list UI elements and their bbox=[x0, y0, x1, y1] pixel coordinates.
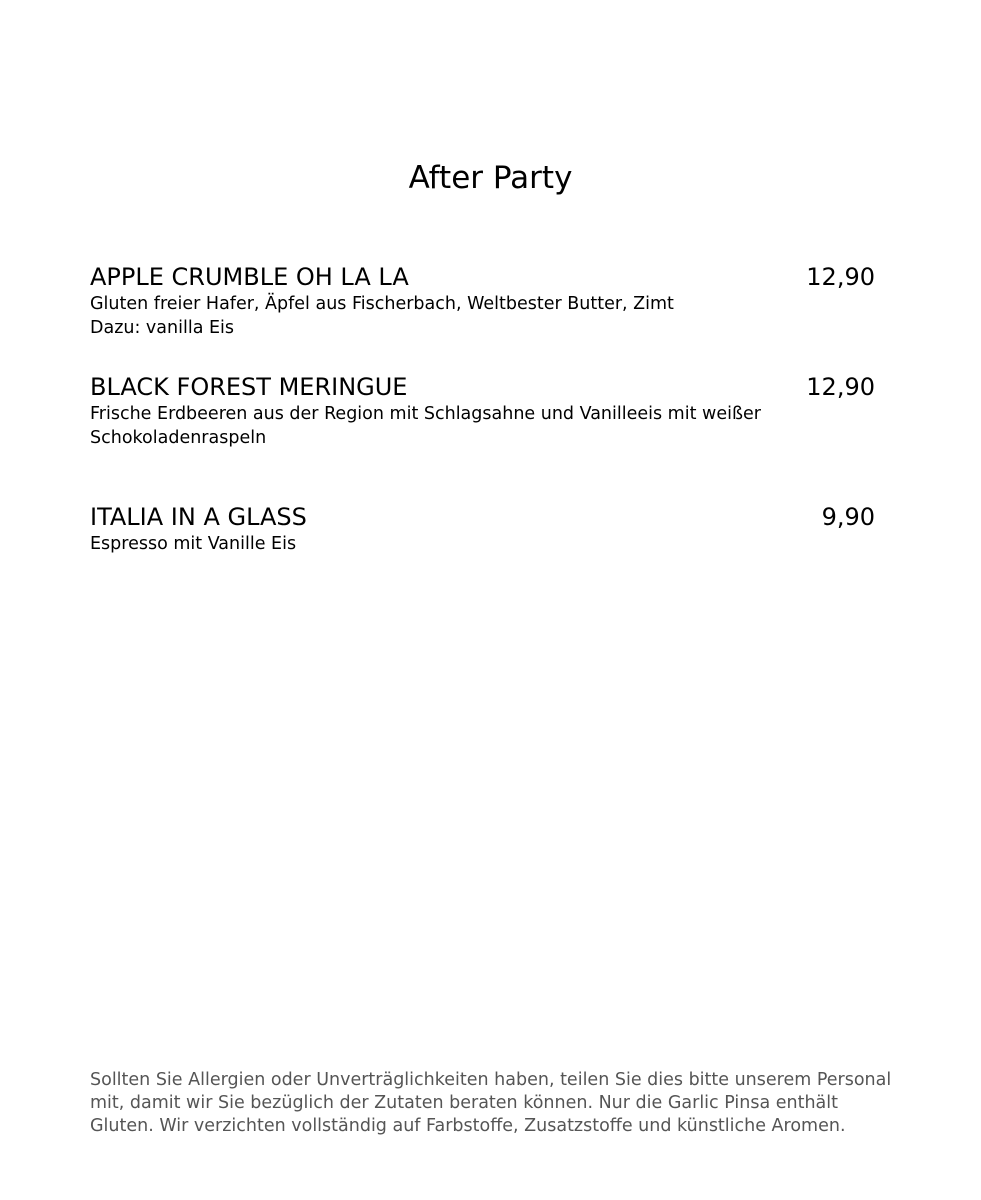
menu-item-description bbox=[90, 402, 790, 450]
allergy-notice-line: Gluten. Wir verzichten vollständig auf Farbstoffe, Zusatzstoffe und künstliche Aromen. bbox=[90, 1116, 846, 1136]
description-line: Dazu: vanilla Eis bbox=[90, 318, 235, 338]
page-title: After Party bbox=[408, 160, 573, 196]
description-line: Schokoladenraspeln bbox=[90, 428, 267, 448]
menu-item-price: 12,90 bbox=[806, 263, 875, 291]
menu-item-header bbox=[90, 262, 875, 292]
menu-item-header bbox=[90, 372, 875, 402]
description-line: Frische Erdbeeren aus der Region mit Schlagsahne und Vanilleeis mit weißer bbox=[90, 404, 761, 424]
menu-item-italia-in-a-glass bbox=[90, 502, 875, 556]
allergy-notice-line: mit, damit wir Sie bezüglich der Zutaten beraten können. Nur die Garlic Pinsa enthält bbox=[90, 1093, 839, 1113]
menu-item-description bbox=[90, 532, 790, 556]
description-line: Gluten freier Hafer, Äpfel aus Fischerbach, Weltbester Butter, Zimt bbox=[90, 294, 674, 314]
allergy-notice-line: Sollten Sie Allergien oder Unverträglichkeiten haben, teilen Sie dies bitte unserem Personal bbox=[90, 1070, 892, 1090]
menu-item-name: ITALIA IN A GLASS bbox=[90, 503, 307, 531]
menu-item-header bbox=[90, 502, 875, 532]
menu-item-description bbox=[90, 292, 790, 340]
menu-item-apple-crumble bbox=[90, 262, 875, 340]
menu-item-price: 12,90 bbox=[806, 373, 875, 401]
menu-item-black-forest-meringue bbox=[90, 372, 875, 450]
allergy-notice bbox=[90, 1069, 910, 1138]
menu-item-name: BLACK FOREST MERINGUE bbox=[90, 373, 408, 401]
description-line: Espresso mit Vanille Eis bbox=[90, 534, 297, 554]
menu-item-name: APPLE CRUMBLE OH LA LA bbox=[90, 263, 409, 291]
menu-item-price: 9,90 bbox=[821, 503, 875, 531]
